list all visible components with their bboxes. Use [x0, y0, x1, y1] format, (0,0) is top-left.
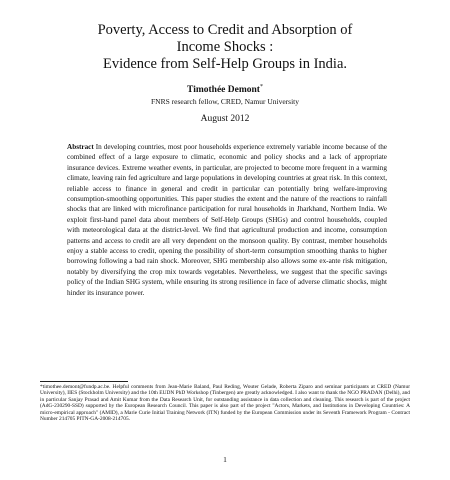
abstract-text: In developing countries, most poor households experience extremely variable income because of the combined effect of a large exposure to climatic, economic and policy shocks and a lack of appropriate insurance devices. Extreme weather events, in particular, are projected to become more frequent in a warming climate, leaving rain fed agriculture and large populations in developing countries at great risk. In this context, reliable access to finance in general and credit in particular can potentially bring welfare-improving consumption-smoothing opportunities. This paper studies the extent and the nature of the reactions to rainfall shocks that are linked with microfinance participation for rural households in Jharkhand, Northern India. We exploit first-hand panel data about members of Self-Help Groups (SHGs) and control households, coupled with meteorological data at the district-level. We find that agricultural production and income, consumption patterns and access to credit are all very dependent on the monsoon quality. By contrast, member households enjoy a stable access to credit, opening the possibility of short-term consumption smoothing thanks to higher borrowing following a bad rain shock. Moreover, SHG membership also allows some ex-ante risk mitigation, notably by diversifying the crop mix towards vegetables. Nevertheless, we suggest that the specific savings policy of the Indian SHG system, while ensuring its strong resilience in face of adverse climatic shocks, might hinder its insurance power.: [67, 143, 387, 297]
author-affiliation: FNRS research fellow, CRED, Namur University: [150, 97, 300, 106]
abstract: [67, 142, 387, 298]
page-number: 1: [223, 455, 227, 464]
title-line: Poverty, Access to Credit and Absorption of: [97, 22, 353, 38]
author-line: [0, 84, 450, 95]
author-footnote-mark: *: [259, 84, 263, 90]
title-line: Income Shocks :: [176, 39, 274, 55]
footnote: *timothee.demont@fundp.ac.be. Helpful comments from Jean-Marie Baland, Paul Reding, Wouter Gelade, Roberta Ziparo and seminar participants at CRED (Namur University), IIES (Stockholm University) and the 10th EUDN PhD Workshop (Tinbergen) are greatly acknowledged. I also want to thank the NGO PRADAN (Delhi), and in particular Sanjay Prasad and Amit Kumar from the Data Research Unit, for outstanding assistance in data collection and cleaning. This research is part of the project (AdG-230290-SSD) supported by the European Research Council. This paper is also part of the project "Actors, Markets, and Institutions in Developing Countries: A micro-empirical approach" (AMID), a Marie Curie Initial Training Network (ITN) funded by the European Commission under its Seventh Framework Program - Contract Number 214705 PITN-GA-2008-214705.: [40, 384, 410, 423]
paper-date: August 2012: [200, 114, 250, 124]
abstract-label: Abstract: [67, 143, 94, 151]
footnote-rule: [40, 381, 128, 382]
author-name: Timothée Demont: [187, 85, 260, 96]
paper-title: [40, 22, 410, 73]
title-line: Evidence from Self-Help Groups in India.: [102, 56, 347, 72]
